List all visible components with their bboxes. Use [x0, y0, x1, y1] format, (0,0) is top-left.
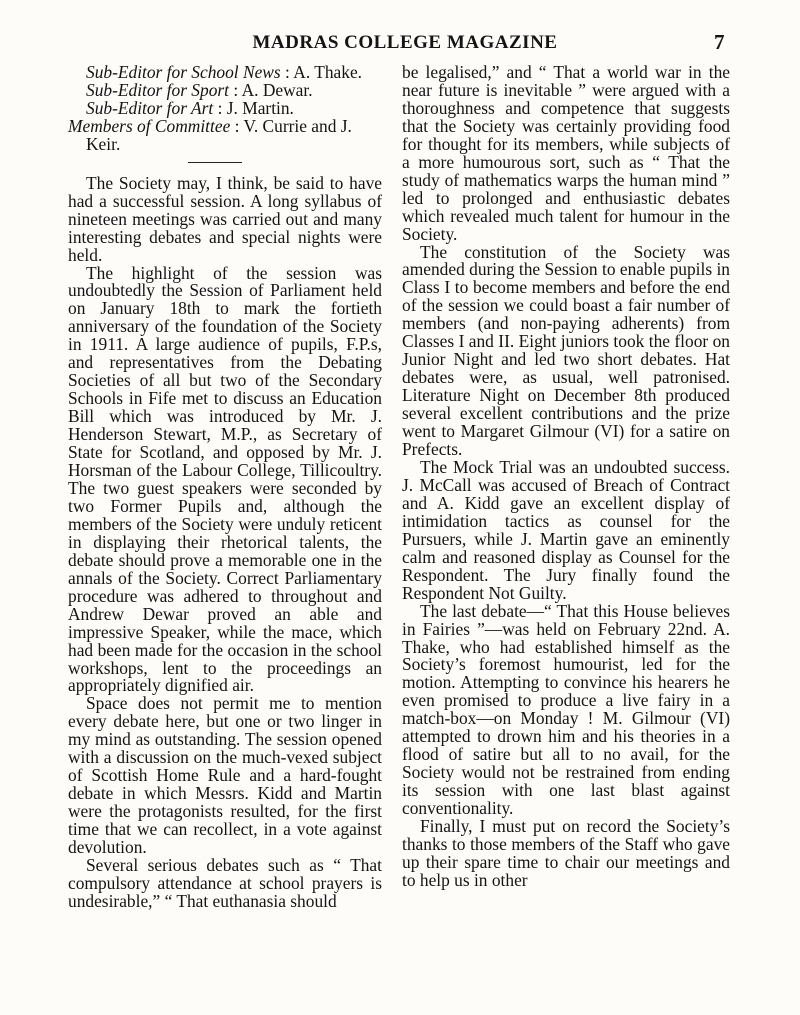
- paragraph: The Society may, I think, be said to have had a successful session. A long syllabus of nineteen meetings was carried out and many interesting debates and special nights were held.: [68, 172, 382, 265]
- staff-separator: :: [230, 115, 244, 136]
- right-column: [402, 64, 730, 890]
- page-number: 7: [714, 30, 725, 54]
- staff-role: Sub-Editor for Art: [86, 97, 214, 118]
- left-column: [68, 64, 382, 911]
- paragraph: The constitution of the Society was amended during the Session to enable pupils in Class I to become members and before the end of the session we could boast a fair number of members (and non-paying adherents) from Classes I and II. Eight juniors took the floor on Junior Night and led two short debates. Hat debates were, as usual, well patronised. Literature Night on December 8th produced several excellent contributions and the prize went to Margaret Gilmour (VI) for a satire on Prefects.: [402, 241, 730, 460]
- staff-name: A. Dewar.: [241, 79, 313, 100]
- staff-name: J. Martin.: [226, 97, 294, 118]
- staff-role: Sub-Editor for School News: [86, 62, 281, 82]
- staff-separator: :: [280, 62, 294, 82]
- running-header: MADRAS COLLEGE MAGAZINE: [252, 32, 558, 53]
- staff-separator: :: [213, 97, 227, 118]
- staff-role: Sub-Editor for Sport: [86, 79, 229, 100]
- paragraph: Several serious debates such as “ That compulsory attendance at school prayers is undesirable,” “ That euthanasia should: [68, 854, 382, 911]
- paragraph-continued: be legalised,” and “ That a world war in the near future is inevitable ” were argued with a thoroughness and competence that suggests that the Society was certainly providing food for thought for its members, while subjects of a more humourous sort, such as “ That the study of mathematics warps the human mind ” led to prolonged and enthusiastic debates which revealed much talent for humour in the Society.: [402, 62, 730, 244]
- paragraph: The Mock Trial was an undoubted success. J. McCall was accused of Breach of Contract and A. Kidd gave an excellent display of intimidation tactics as counsel for the Pursuers, while J. Martin gave an eminently calm and reasoned display as Counsel for the Respondent. The Jury finally found the Respondent Not Guilty.: [402, 456, 730, 603]
- paragraph: The last debate—“ That this House believes in Fairies ”—was held on February 22nd. A. Thake, who had established himself as the Society’s foremost humourist, led for the motion. Attempting to convince his hearers he even promised to produce a live fairy in a match-box—on Monday ! M. Gilmour (VI) attempted to drown him and his theories in a flood of satire but all to no avail, for the Society would not be restrained from ending its session with one last blast against conventionality.: [402, 600, 730, 819]
- section-divider: [188, 162, 242, 163]
- paragraph: The highlight of the session was undoubtedly the Session of Parliament held on January 18th to mark the fortieth anniversary of the foundation of the Society in 1911. A large audience of pupils, F.P.s, and representatives from the Debating Societies of all but two of the Secondary Schools in Fife met to discuss an Education Bill which was introduced by Mr. J. Henderson Stewart, M.P., as Secretary of State for Scotland, and opposed by Mr. J. Horsman of the Labour College, Tillicoultry. The two guest speakers were seconded by two Former Pupils and, although the members of the Society were unduly reticent in displaying their rhetorical talents, the debate should prove a memorable one in the annals of the Society. Correct Parliamentary procedure was adhered to throughout and Andrew Dewar proved an able and impressive Speaker, while the mace, which had been made for the occasion in the school workshops, lent to the proceedings an appropriately dignified air.: [68, 262, 382, 696]
- paragraph: Space does not permit me to mention every debate here, but one or two linger in my mind as outstanding. The session opened with a discussion on the much-vexed subject of Scottish Home Rule and a hard-fought debate in which Messrs. Kidd and Martin were the protagonists resulted, for the first time that we can recollect, in a vote against devolution.: [68, 693, 382, 858]
- paragraph: Finally, I must put on record the Society’s thanks to those members of the Staff who gave up their spare time to chair our meetings and to help us in other: [402, 816, 730, 890]
- staff-line-committee: [68, 115, 382, 154]
- staff-separator: :: [229, 79, 242, 100]
- staff-role: Members of Committee: [68, 115, 231, 136]
- staff-name: A. Thake.: [293, 62, 363, 82]
- staff-name: V. Currie and J. Keir.: [86, 115, 352, 154]
